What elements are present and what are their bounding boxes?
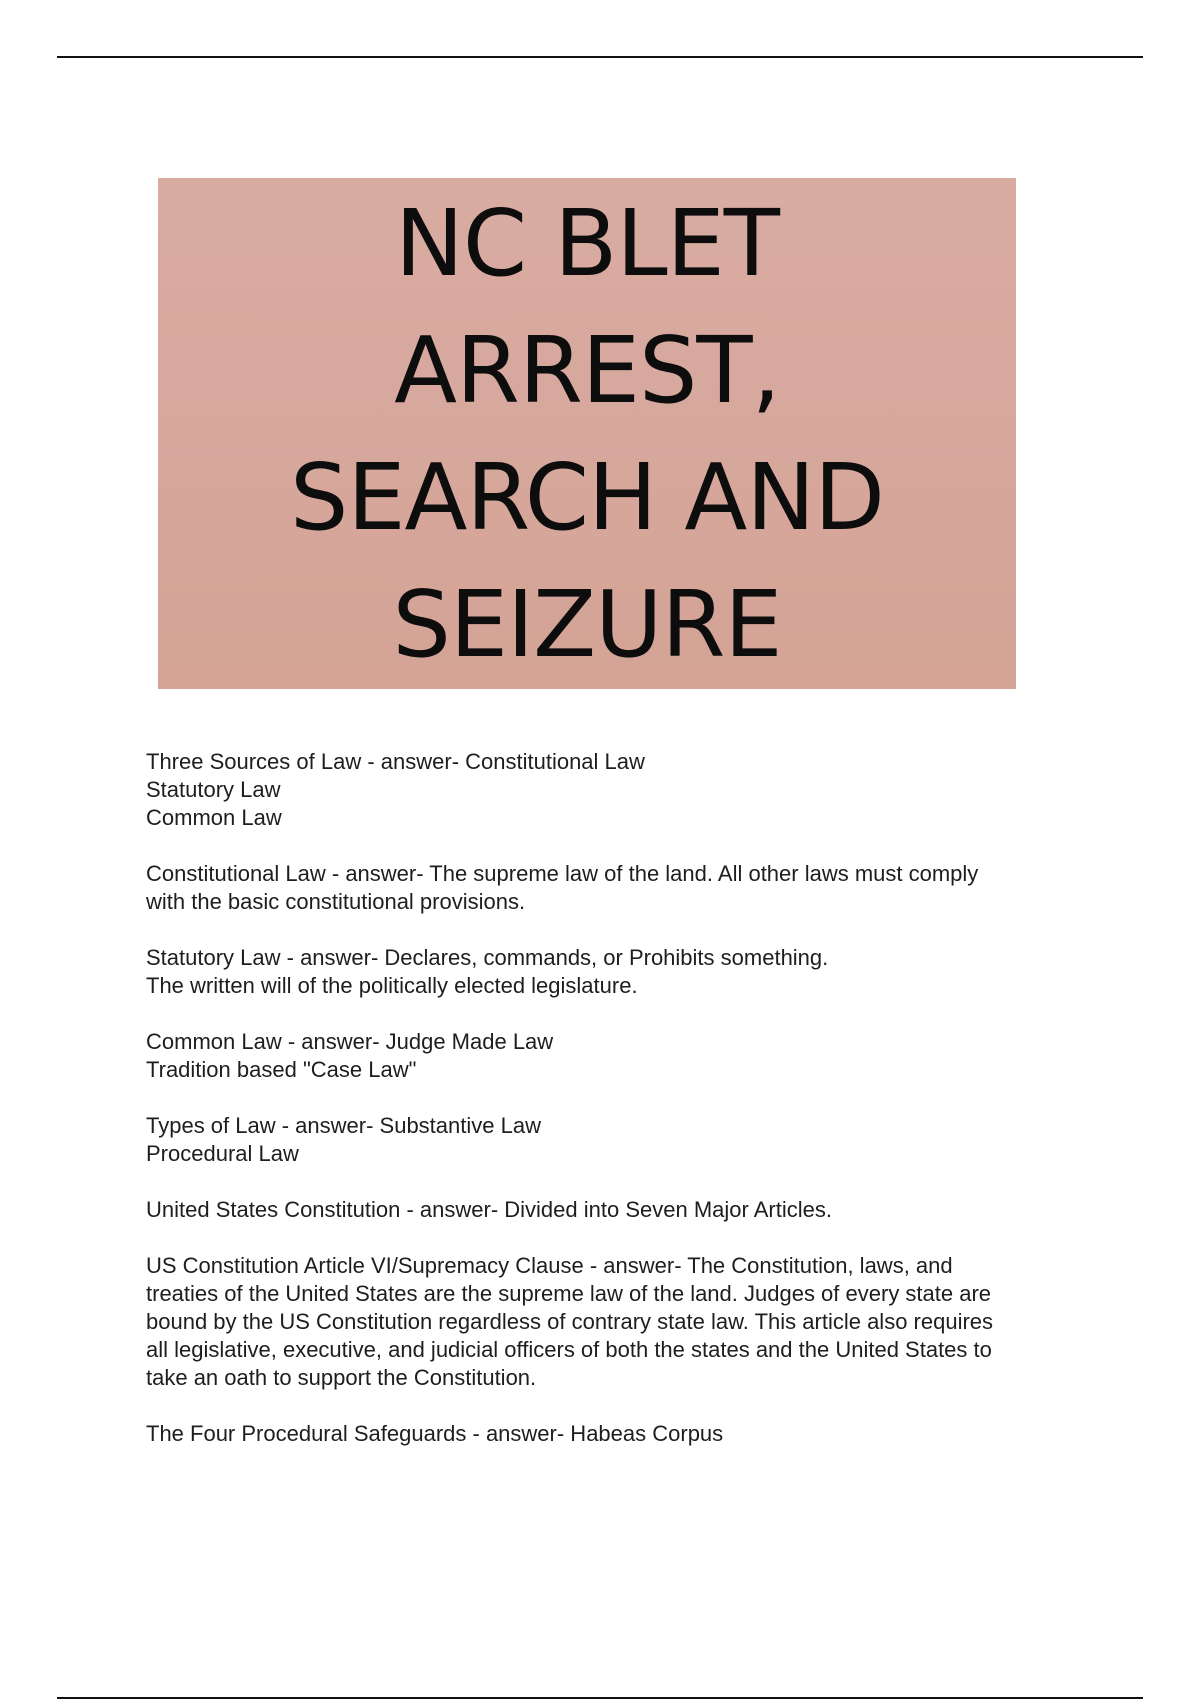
qa-entry	[146, 1252, 1086, 1392]
qa-line: bound by the US Constitution regardless of contrary state law. This article also requires	[146, 1309, 994, 1334]
qa-entry	[146, 944, 1086, 1000]
qa-entry	[146, 748, 1086, 832]
qa-entry	[146, 1112, 1086, 1168]
top-rule	[57, 56, 1143, 58]
title-line: SEARCH AND	[289, 443, 885, 551]
qa-entry	[146, 860, 1086, 916]
qa-line: Types of Law - answer- Substantive Law	[146, 1113, 541, 1138]
qa-line: Tradition based "Case Law"	[146, 1057, 417, 1082]
qa-line: take an oath to support the Constitution.	[146, 1365, 537, 1390]
qa-line: Statutory Law	[146, 777, 281, 802]
title-line: NC BLET	[395, 189, 779, 297]
qa-line: all legislative, executive, and judicial officers of both the states and the United States to	[146, 1337, 992, 1362]
qa-line: Common Law - answer- Judge Made Law	[146, 1029, 554, 1054]
title-line: SEIZURE	[392, 570, 782, 678]
qa-entry	[146, 1420, 1086, 1448]
qa-line: The written will of the politically elected legislature.	[146, 973, 638, 998]
title-line: ARREST,	[394, 316, 780, 424]
title-banner	[158, 178, 1016, 689]
qa-line: The Four Procedural Safeguards - answer- Habeas Corpus	[146, 1421, 724, 1446]
bottom-rule	[57, 1697, 1143, 1699]
qa-line: Procedural Law	[146, 1141, 299, 1166]
qa-line: US Constitution Article VI/Supremacy Clause - answer- The Constitution, laws, and	[146, 1253, 953, 1278]
qa-line: with the basic constitutional provisions.	[146, 889, 526, 914]
qa-line: Statutory Law - answer- Declares, commands, or Prohibits something.	[146, 945, 829, 970]
qa-list	[146, 748, 1086, 1476]
qa-line: Constitutional Law - answer- The supreme law of the land. All other laws must comply	[146, 861, 979, 886]
qa-line: Common Law	[146, 805, 282, 830]
qa-line: treaties of the United States are the supreme law of the land. Judges of every state are	[146, 1281, 992, 1306]
qa-entry	[146, 1028, 1086, 1084]
qa-entry	[146, 1196, 1086, 1224]
qa-line: United States Constitution - answer- Divided into Seven Major Articles.	[146, 1197, 832, 1222]
qa-line: Three Sources of Law - answer- Constitutional Law	[146, 749, 645, 774]
